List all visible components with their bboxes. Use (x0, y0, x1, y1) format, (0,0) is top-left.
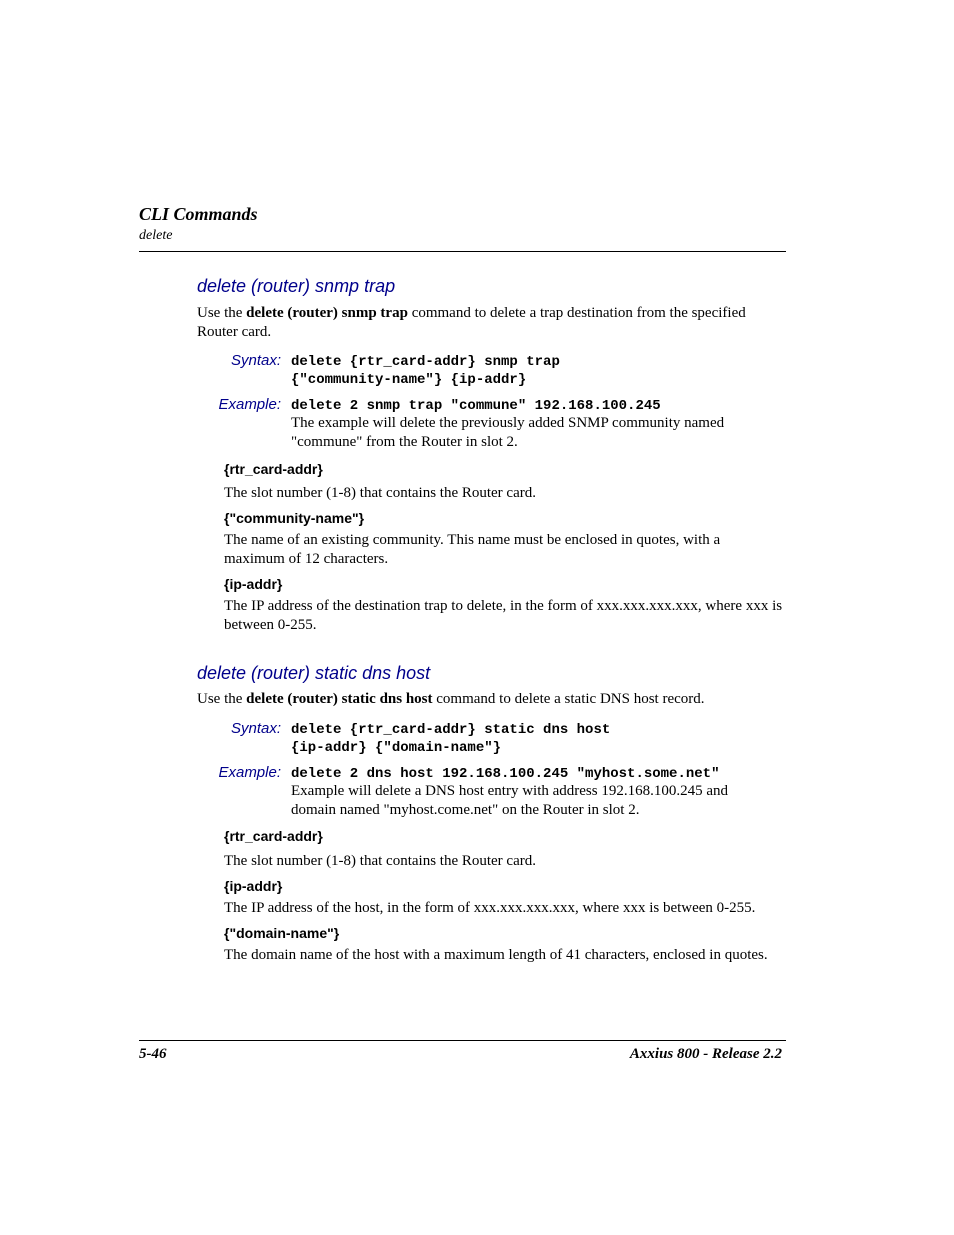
param-description: The domain name of the host with a maximum length of 41 characters, enclosed in quotes. (224, 947, 768, 963)
running-header-subtitle: delete (139, 228, 173, 243)
param-description: The name of an existing community. This name must be enclosed in quotes, with a maximum of 12 characters. (224, 532, 721, 567)
param-name: {"community-name"} (224, 510, 365, 526)
syntax-code-line: {"community-name"} {ip-addr} (291, 372, 527, 388)
param-name: {rtr_card-addr} (224, 828, 323, 844)
syntax-label: Syntax: (230, 720, 281, 737)
syntax-label: Syntax: (230, 352, 281, 369)
syntax-code-line: {ip-addr} {"domain-name"} (291, 740, 502, 756)
section-title-static-dns-host: delete (router) static dns host (197, 663, 431, 683)
example-label: Example: (218, 764, 281, 781)
param-name: {"domain-name"} (224, 925, 340, 941)
param-description: The IP address of the destination trap to delete, in the form of xxx.xxx.xxx.xxx, where xxx is between 0-255. (224, 598, 783, 633)
section-intro: Use the delete (router) snmp trap command to delete a trap destination from the specified Router card. (197, 305, 746, 340)
param-name: {ip-addr} (224, 878, 283, 894)
header-rule (139, 251, 786, 252)
syntax-code-line: delete {rtr_card-addr} static dns host (291, 722, 611, 738)
product-release: Axxius 800 - Release 2.2 (629, 1046, 782, 1062)
page-number: 5-46 (139, 1046, 167, 1062)
syntax-code-line: delete {rtr_card-addr} snmp trap (291, 354, 560, 370)
example-label: Example: (218, 396, 281, 413)
param-description: The slot number (1-8) that contains the Router card. (224, 853, 536, 869)
example-description: Example will delete a DNS host entry with address 192.168.100.245 and domain named "myhost.come.net" on the Router in slot 2. (291, 783, 729, 818)
footer-rule (139, 1040, 786, 1041)
running-header-title: CLI Commands (139, 204, 258, 224)
param-name: {ip-addr} (224, 576, 283, 592)
example-description: The example will delete the previously added SNMP community named "commune" from the Router in slot 2. (291, 415, 725, 450)
param-name: {rtr_card-addr} (224, 461, 323, 477)
param-description: The IP address of the host, in the form of xxx.xxx.xxx.xxx, where xxx is between 0-255. (224, 900, 756, 916)
section-intro: Use the delete (router) static dns host command to delete a static DNS host record. (197, 691, 705, 707)
param-description: The slot number (1-8) that contains the Router card. (224, 485, 536, 501)
example-code: delete 2 snmp trap "commune" 192.168.100.245 (291, 398, 661, 414)
example-code: delete 2 dns host 192.168.100.245 "myhost.some.net" (291, 766, 720, 782)
section-title-snmp-trap: delete (router) snmp trap (197, 276, 396, 296)
